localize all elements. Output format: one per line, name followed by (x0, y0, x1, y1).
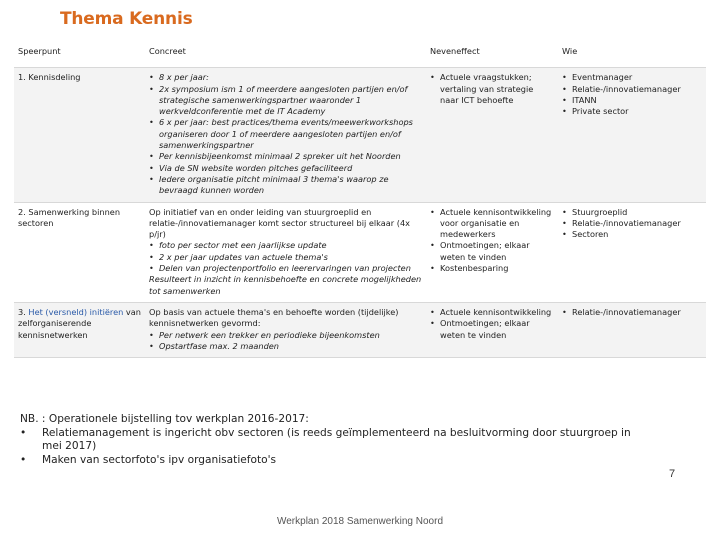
wie-cell (558, 68, 706, 202)
footer-text: Werkplan 2018 Samenwerking Noord (276, 516, 443, 527)
concreet-cell (145, 68, 426, 202)
list-item: • Kostenbesparing (440, 263, 554, 274)
neveneffect-list (430, 307, 554, 341)
list-item: • Delen van projectenportfolio en leerervaringen van projecten (159, 263, 422, 274)
wie-cell (558, 302, 706, 357)
speerpunt-rest: van zelforganiserende kennisnetwerken (18, 306, 141, 340)
speerpunt-cell (14, 302, 145, 357)
list-item: • 2x symposium ism 1 of meerdere aangesloten partijen en/of strategische samenwerkingspartner waaronder 1 werkveldconferentie met de IT Academy (159, 84, 422, 118)
list-item: • 2 x per jaar updates van actuele thema's (159, 252, 422, 263)
list-item: • Relatie-/innovatiemanager (572, 307, 702, 318)
list-item: • Iedere organisatie pitcht minimaal 3 thema's waarop ze bevraagd kunnen worden (159, 174, 422, 197)
wie-list (562, 72, 702, 117)
speerpunt-cell: 1. Kennisdeling (18, 72, 81, 83)
wie-list (562, 207, 702, 241)
table-row-samenwerking (14, 202, 706, 302)
list-item: • Relatie-/innovatiemanager (572, 218, 702, 229)
operational-note (20, 413, 640, 467)
list-item: • Via de SN website worden pitches gefaciliteerd (159, 163, 422, 174)
list-item: • Maken van sectorfoto's ipv organisatiefoto's (42, 454, 640, 468)
neveneffect-list (430, 72, 554, 106)
header-neveneffect: Neveneffect (426, 38, 558, 68)
page-number: 7 (669, 468, 676, 480)
list-item: • Relatiemanagement is ingericht obv sectoren (is reeds geïmplementeerd na besluitvorming door stuurgroep in mei 2017) (42, 427, 640, 454)
list-item: • Actuele kennisontwikkeling voor organisatie en medewerkers (440, 207, 554, 241)
concreet-list (149, 240, 422, 274)
note-heading: NB. : Operationele bijstelling tov werkplan 2016-2017: (20, 413, 309, 425)
table-row-kennisdeling (14, 68, 706, 202)
list-item: • Stuurgroeplid (572, 207, 702, 218)
speerpunt-highlight: Het (versneld) initiëren (28, 306, 124, 317)
concreet-list (149, 72, 422, 196)
list-item: • Per kennisbijeenkomst minimaal 2 spreker uit het Noorden (159, 151, 422, 162)
header-speerpunt: Speerpunt (14, 38, 145, 68)
list-item: • Per netwerk een trekker en periodieke bijeenkomsten (159, 330, 422, 341)
list-item: • 6 x per jaar: best practices/thema events/meewerkworkshops organiseren door 1 of meerdere aangesloten partijen en/of samenwerkingspartner (159, 117, 422, 151)
list-item: • Relatie-/innovatiemanager (572, 84, 702, 95)
speerpunt-cell: 2. Samenwerking binnen sectoren (18, 206, 121, 228)
wie-cell (558, 202, 706, 302)
table-header-row (14, 38, 706, 68)
page-title: Thema Kennis (60, 9, 193, 29)
concreet-cell (145, 202, 426, 302)
neveneffect-cell (426, 68, 558, 202)
list-item: • foto per sector met een jaarlijkse update (159, 240, 422, 251)
neveneffect-list (430, 207, 554, 275)
list-item: • Eventmanager (572, 72, 702, 83)
concreet-list (149, 330, 422, 353)
list-item: • Sectoren (572, 229, 702, 240)
header-wie: Wie (558, 38, 706, 68)
header-concreet: Concreet (145, 38, 426, 68)
list-item: • Opstartfase max. 2 maanden (159, 341, 422, 352)
list-item: • Actuele kennisontwikkeling (440, 307, 554, 318)
list-item: • Private sector (572, 106, 702, 117)
neveneffect-cell (426, 202, 558, 302)
concreet-cell (145, 302, 426, 357)
concreet-intro: Op basis van actuele thema's en behoefte worden (tijdelijke) kennisnetwerken gevormd: (149, 306, 399, 329)
list-item: • Ontmoetingen; elkaar weten te vinden (440, 240, 554, 263)
list-item: • Ontmoetingen; elkaar weten te vinden (440, 318, 554, 341)
note-list (20, 427, 640, 468)
list-item: • ITANN (572, 95, 702, 106)
list-item: • Actuele vraagstukken; vertaling van strategie naar ICT behoefte (440, 72, 554, 106)
concreet-outro: Resulteert in inzicht in kennisbehoefte en concrete mogelijkheden tot samenwerken (149, 274, 422, 296)
list-item: • 8 x per jaar: (159, 72, 422, 83)
speerpunt-prefix: 3. (18, 306, 29, 317)
kennis-table (14, 38, 706, 358)
neveneffect-cell (426, 302, 558, 357)
wie-list (562, 307, 702, 318)
concreet-intro: Op initiatief van en onder leiding van stuurgroeplid en relatie-/innovatiemanager komt sector structureel bij elkaar (4x p/jr) (149, 206, 411, 240)
table-row-kennisnetwerken (14, 302, 706, 357)
